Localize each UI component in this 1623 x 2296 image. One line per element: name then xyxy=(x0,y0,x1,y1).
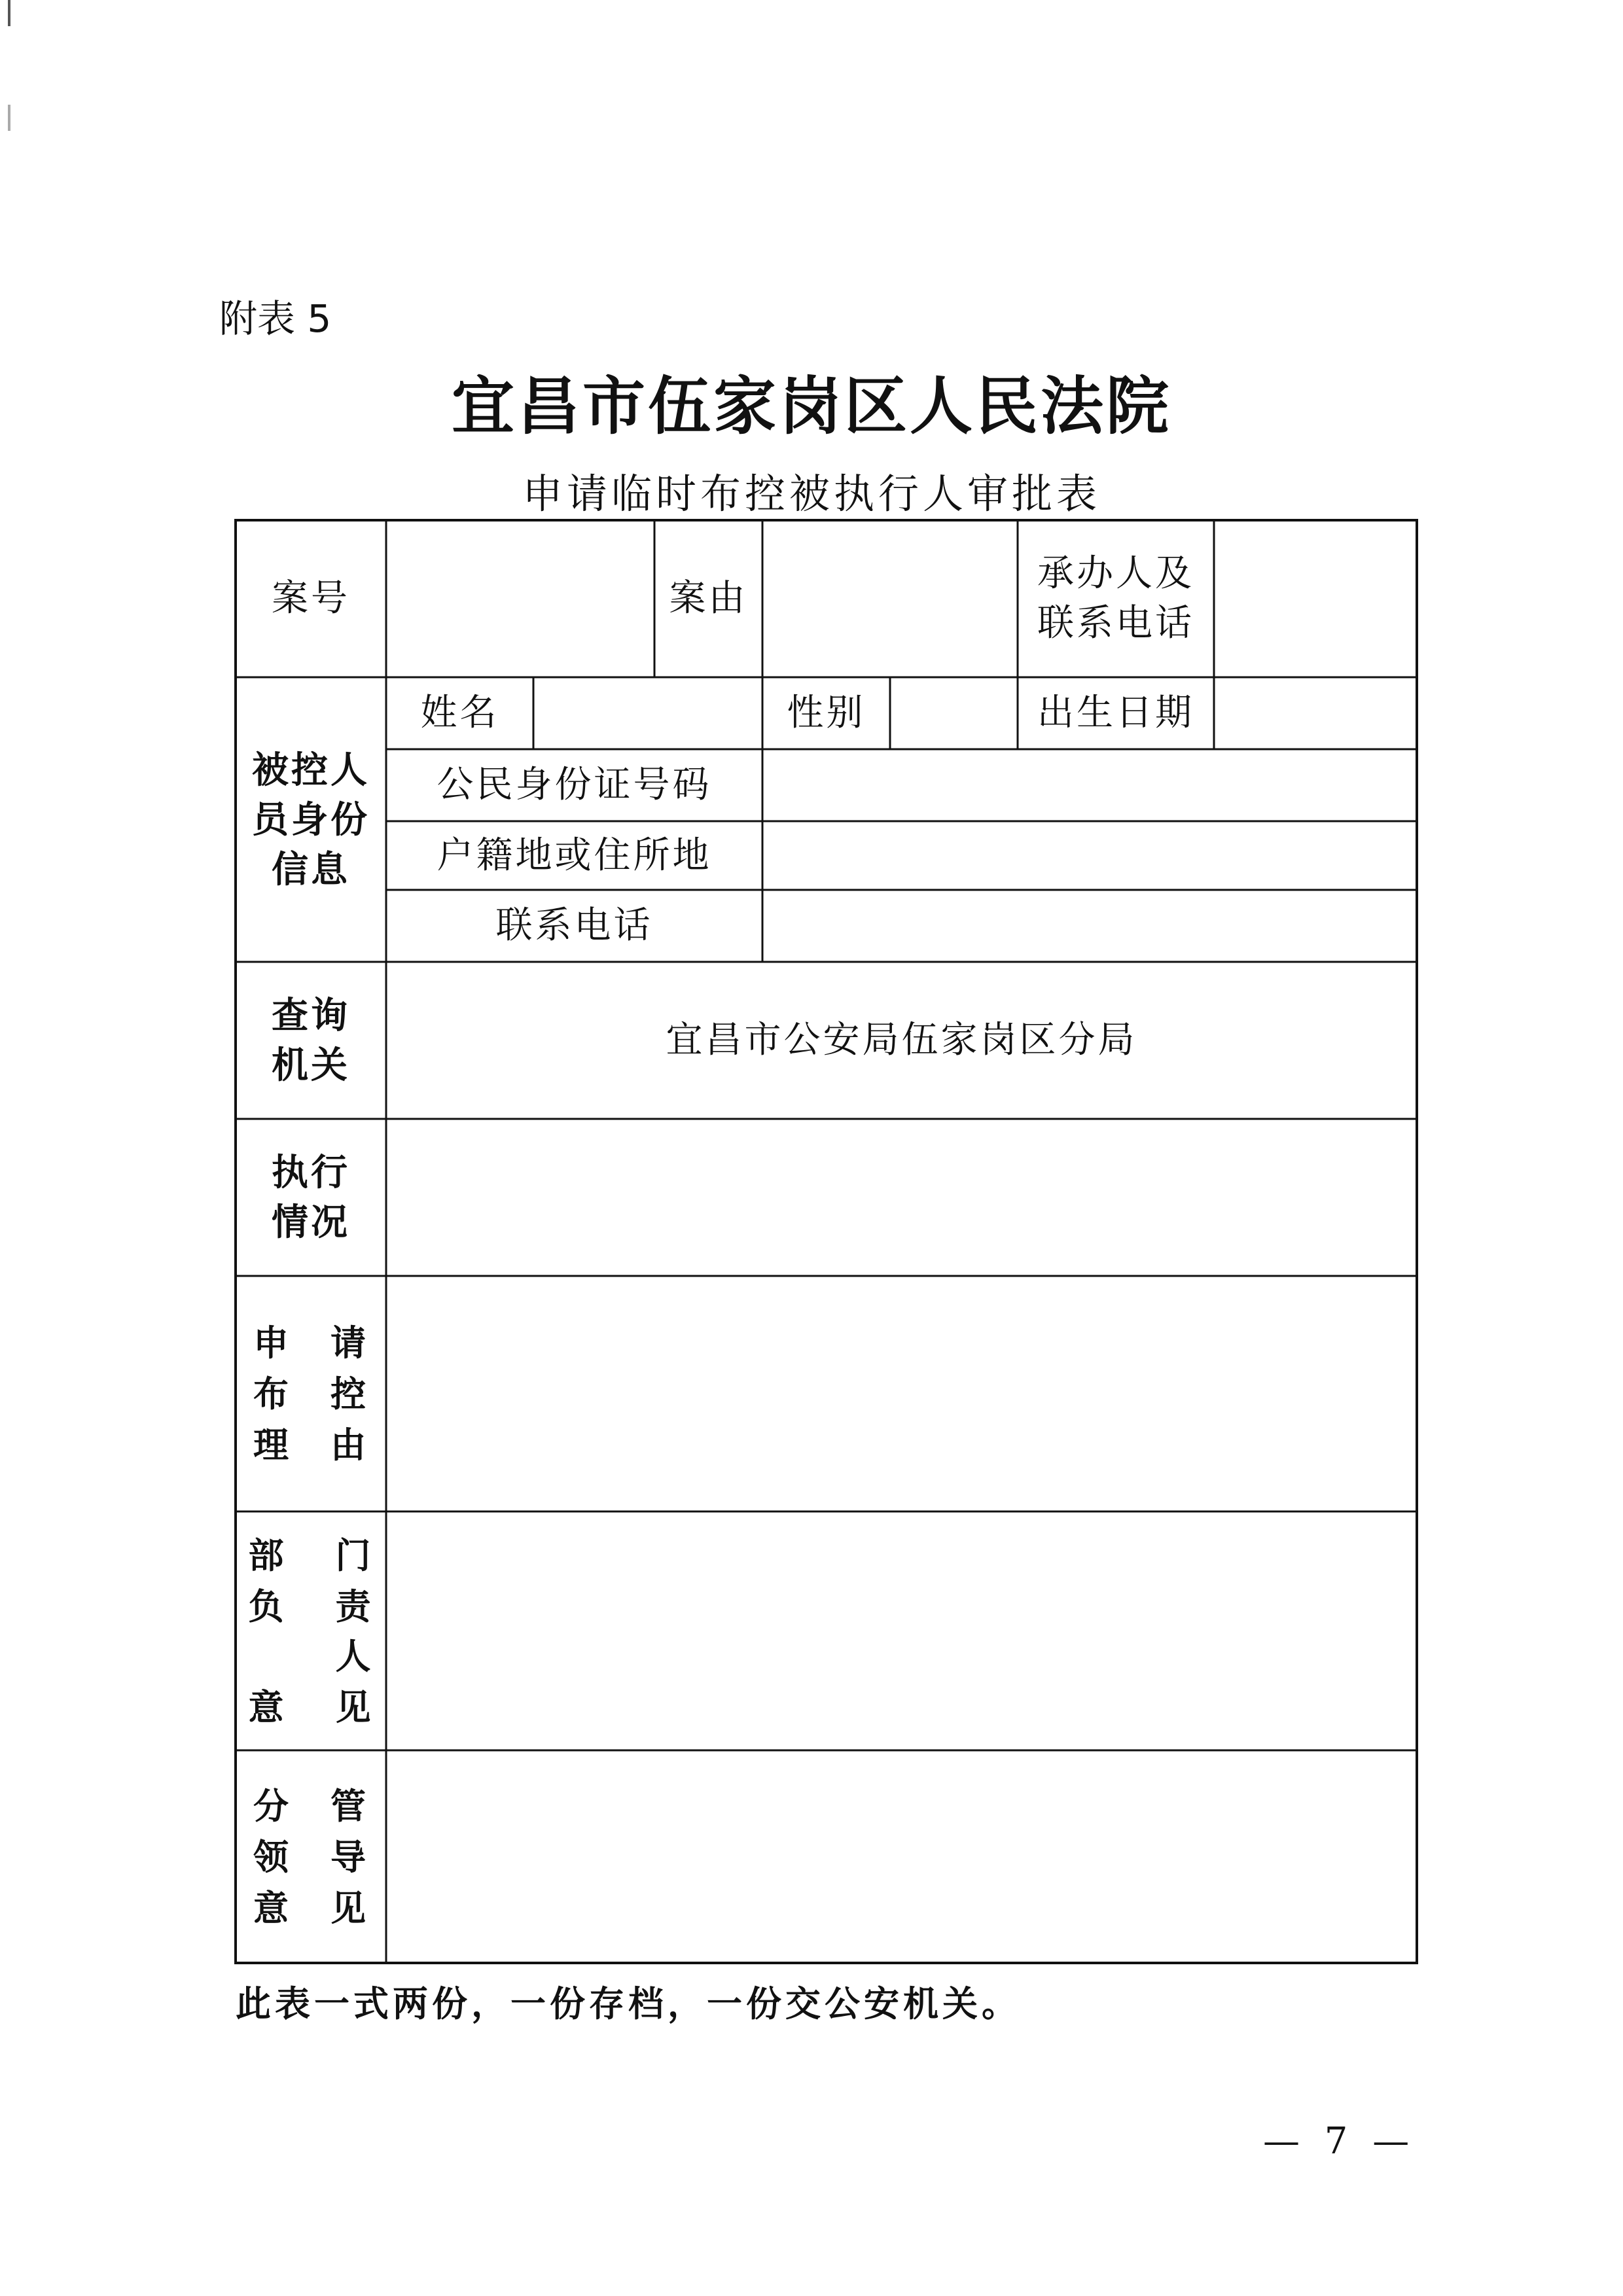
label-query-agency: 查询 机关 xyxy=(272,994,350,1087)
court-name: 宜昌市伍家岗区人民法院 xyxy=(452,369,1171,443)
field-address[interactable] xyxy=(764,822,1416,889)
label-phone: 联系电话 xyxy=(495,904,653,947)
leader-opinion-char-4: 导 xyxy=(330,1835,368,1878)
dept-opinion-char-5: 意 xyxy=(248,1686,287,1728)
leader-opinion-char-6: 见 xyxy=(330,1886,368,1929)
label-case-no: 案号 xyxy=(272,577,350,620)
label-id-number: 公民身份证号码 xyxy=(437,764,712,806)
dept-opinion-char-1: 部 xyxy=(248,1534,287,1576)
dept-opinion-char-6: 见 xyxy=(335,1686,374,1728)
field-apply-reason[interactable] xyxy=(387,1277,1416,1510)
label-dept-opinion xyxy=(237,1513,385,1749)
leader-opinion-char-3: 领 xyxy=(253,1835,291,1878)
label-person-info: 被控人 员身份 信息 xyxy=(252,748,370,891)
leader-opinion-char-2: 管 xyxy=(330,1784,368,1827)
form-title: 申请临时布控被执行人审批表 xyxy=(522,470,1101,518)
apply-reason-char-4: 控 xyxy=(330,1373,368,1415)
apply-reason-char-6: 由 xyxy=(330,1424,368,1466)
field-phone[interactable] xyxy=(764,891,1416,961)
field-gender[interactable] xyxy=(891,679,1016,748)
field-id-number[interactable] xyxy=(764,751,1416,820)
apply-reason-char-2: 请 xyxy=(330,1322,368,1364)
label-handler-contact: 承办人及 联系电话 xyxy=(1037,552,1194,645)
label-birth-date: 出生日期 xyxy=(1037,692,1194,734)
footnote: 此表一式两份，一份存档，一份交公安机关。 xyxy=(236,1983,1021,2024)
apply-reason-char-3: 布 xyxy=(253,1373,291,1415)
label-apply-reason xyxy=(237,1277,385,1510)
field-leader-opinion[interactable] xyxy=(387,1752,1416,1962)
leader-opinion-char-1: 分 xyxy=(253,1784,291,1827)
field-case-no[interactable] xyxy=(387,521,653,676)
leader-opinion-char-5: 意 xyxy=(253,1886,291,1929)
field-handler-contact[interactable] xyxy=(1215,521,1416,676)
value-query-agency: 宜昌市公安局伍家岗区分局 xyxy=(666,1019,1137,1061)
label-case-cause: 案由 xyxy=(669,577,748,620)
label-gender: 性别 xyxy=(787,692,866,734)
field-execution-status[interactable] xyxy=(387,1120,1416,1275)
label-execution-status: 执行 情况 xyxy=(272,1151,350,1244)
page-number: — 7 — xyxy=(1263,2120,1416,2163)
dept-opinion-char-2: 门 xyxy=(335,1534,374,1576)
apply-reason-char-1: 申 xyxy=(253,1322,291,1364)
attachment-label: 附表 5 xyxy=(219,296,332,341)
field-dept-opinion[interactable] xyxy=(387,1513,1416,1749)
label-leader-opinion xyxy=(237,1752,385,1962)
label-name: 姓名 xyxy=(420,692,499,734)
dept-opinion-char-3: 负 xyxy=(248,1585,287,1627)
dept-opinion-char-4: 责人 xyxy=(335,1585,374,1677)
field-case-cause[interactable] xyxy=(764,521,1016,676)
apply-reason-char-5: 理 xyxy=(253,1424,291,1466)
label-address: 户籍地或住所地 xyxy=(437,834,712,877)
field-name[interactable] xyxy=(535,679,761,748)
field-birth-date[interactable] xyxy=(1215,679,1416,748)
